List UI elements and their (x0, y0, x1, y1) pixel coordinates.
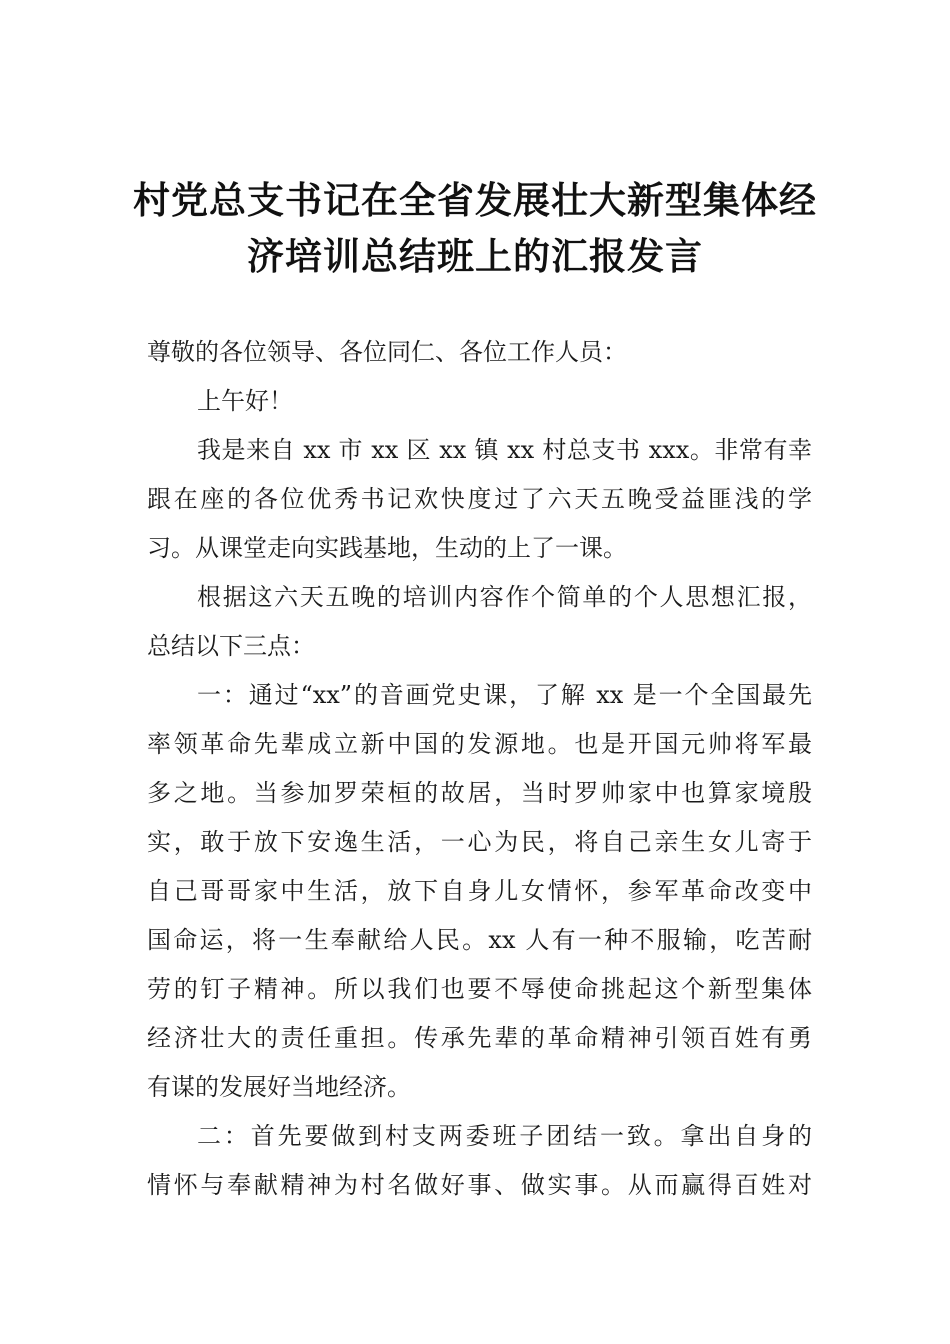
title-line: 村党总支书记在全省发展壮大新型集体经 (133, 178, 817, 222)
paragraph-line: 一：通过“xx”的音画党史课，了解 xx 是一个全国最先 (197, 681, 812, 709)
paragraph-line: 根据这六天五晚的培训内容作个简单的个人思想汇报， (197, 583, 812, 611)
body-paragraph-point-one (147, 671, 812, 1112)
paragraph-line: 总结以下三点： (147, 632, 315, 660)
paragraph-line: 二：首先要做到村支两委班子团结一致。拿出自身的 (197, 1122, 812, 1150)
paragraph-line: 实，敢于放下安逸生活，一心为民，将自己亲生女儿寄于 (147, 828, 812, 856)
paragraph-line: 国命运，将一生奉献给人民。xx 人有一种不服输，吃苦耐 (147, 926, 812, 954)
document-body (147, 328, 812, 1210)
paragraph-line: 率领革命先辈成立新中国的发源地。也是开国元帅将军最 (147, 730, 812, 758)
body-paragraph-point-two (147, 1112, 812, 1210)
document-title (130, 172, 820, 284)
body-paragraph-intro (147, 426, 812, 573)
paragraph-line: 我是来自 xx 市 xx 区 xx 镇 xx 村总支书 xxx。非常有幸 (197, 436, 812, 464)
paragraph-line: 情怀与奉献精神为村名做好事、做实事。从而赢得百姓对 (147, 1171, 812, 1199)
paragraph-line: 跟在座的各位优秀书记欢快度过了六天五晚受益匪浅的学 (147, 485, 812, 513)
paragraph-line: 多之地。当参加罗荣桓的故居，当时罗帅家中也算家境殷 (147, 779, 812, 807)
salutation-paragraph (147, 328, 812, 377)
paragraph-line: 自己哥哥家中生活，放下自身儿女情怀，参军革命改变中 (147, 877, 812, 905)
paragraph-line: 习。从课堂走向实践基地，生动的上了一课。 (147, 534, 627, 562)
greeting-text: 上午好！ (197, 387, 293, 415)
greeting-paragraph (147, 377, 812, 426)
paragraph-line: 劳的钉子精神。所以我们也要不辱使命挑起这个新型集体 (147, 975, 812, 1003)
title-line: 济培训总结班上的汇报发言 (247, 234, 703, 278)
salutation-text: 尊敬的各位领导、各位同仁、各位工作人员： (147, 338, 627, 366)
body-paragraph-summary (147, 573, 812, 671)
paragraph-line: 有谋的发展好当地经济。 (147, 1073, 411, 1101)
paragraph-line: 经济壮大的责任重担。传承先辈的革命精神引领百姓有勇 (147, 1024, 812, 1052)
